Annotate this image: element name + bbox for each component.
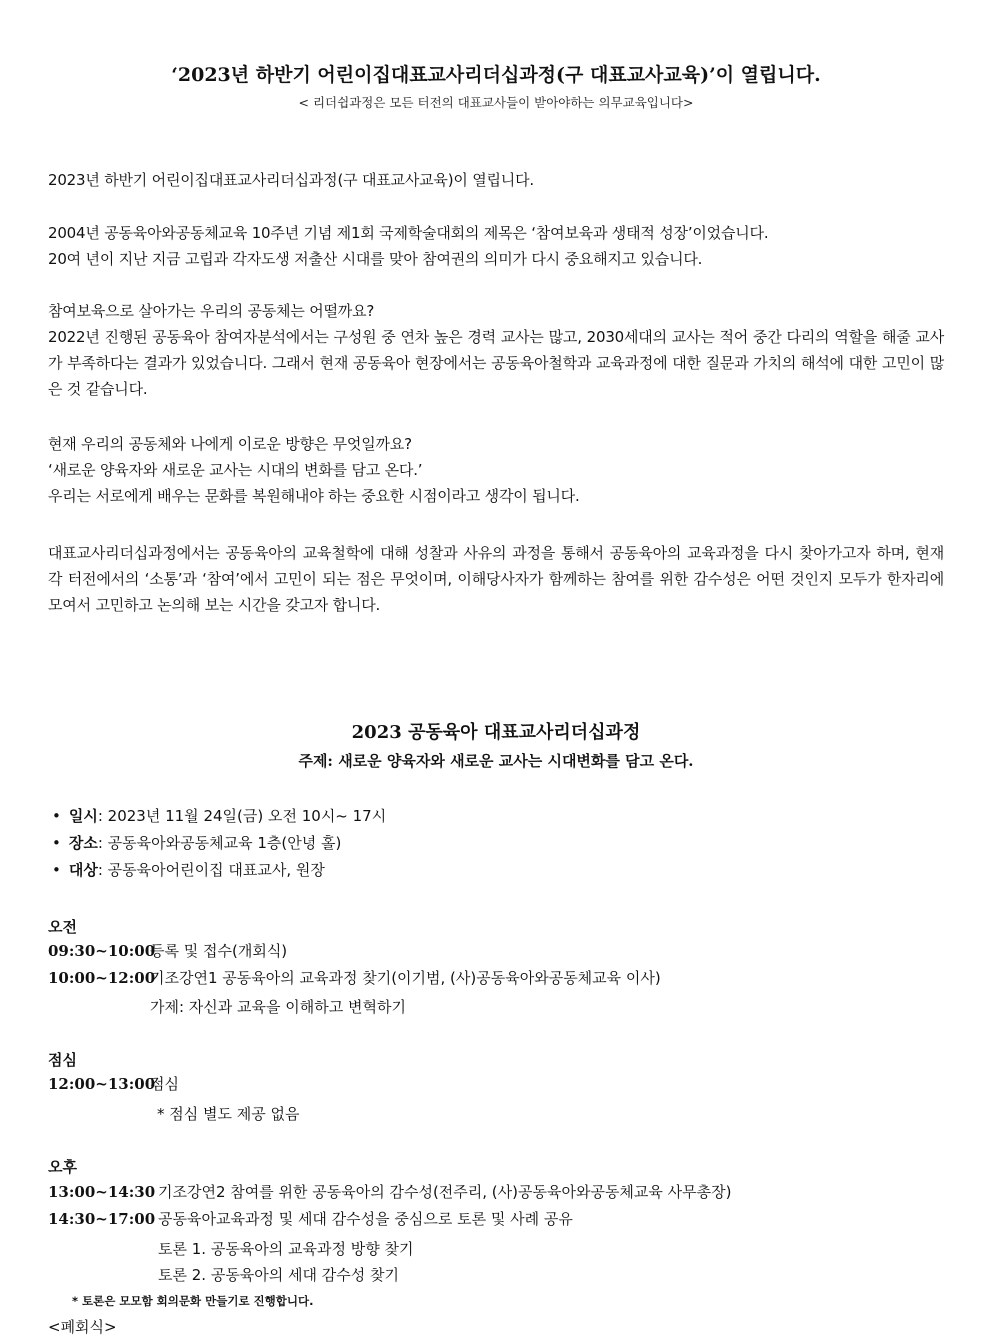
info-label: 일시 [68, 807, 98, 825]
info-item-date [52, 803, 932, 830]
schedule-time: 13:00~14:30 [48, 1183, 156, 1201]
closing-ceremony: <폐회식> [48, 1318, 117, 1336]
morning-heading: 오전 [48, 918, 77, 936]
intro-line: 참여보육으로 살아가는 우리의 공동체는 어떨까요? [48, 302, 375, 320]
lunch-note: * 점심 별도 제공 없음 [157, 1105, 300, 1123]
schedule-text: 공동육아교육과정 및 세대 감수성을 중심으로 토론 및 사례 공유 [158, 1210, 573, 1228]
program-title: 2023 공동육아 대표교사리더십과정 [351, 722, 641, 743]
info-item-place [52, 830, 932, 857]
info-label: 대상 [68, 861, 98, 879]
program-info-list [52, 803, 932, 884]
intro-line: 현재 우리의 공동체와 나에게 이로운 방향은 무엇일까요? [48, 435, 412, 453]
discussion-note: * 토론은 모모함 회의문화 만들기로 진행합니다. [72, 1294, 314, 1308]
discussion-topic-2: 토론 2. 공동육아의 세대 감수성 찾기 [158, 1266, 400, 1284]
intro-paragraph-3 [48, 298, 944, 402]
info-value: : 2023년 11월 24일(금) 오전 10시~ 17시 [97, 807, 387, 825]
schedule-time: 12:00~13:00 [48, 1075, 156, 1093]
lecture-subtitle: 가제: 자신과 교육을 이해하고 변혁하기 [150, 998, 406, 1016]
schedule-row [48, 1071, 179, 1097]
schedule-row [48, 965, 661, 991]
lunch-heading: 점심 [48, 1051, 77, 1069]
info-value: : 공동육아와공동체교육 1층(안녕 홀) [97, 834, 342, 852]
afternoon-heading: 오후 [48, 1158, 77, 1176]
schedule-row [48, 1179, 731, 1205]
intro-paragraph-2 [48, 220, 944, 272]
info-item-target [52, 857, 932, 884]
intro-paragraph-1 [48, 167, 944, 193]
intro-line: 20여 년이 지난 지금 고립과 각자도생 저출산 시대를 맞아 참여권의 의미가 다시 중요해지고 있습니다. [48, 250, 703, 268]
intro-line: 2022년 진행된 공동육아 참여자분석에서는 구성원 중 연차 높은 경력 교사는 많고, 2030세대의 교사는 적어 중간 다리의 역할을 해줄 교사가 부족하다는 결과가 있었습니다. 그래서 현재 공동육아 현장에서는 공동육아철학과 교육과정에 대한 질문과 가치의 해석에 대한 고민이 많은 것 같습니다. [48, 328, 944, 398]
schedule-time: 14:30~17:00 [48, 1210, 156, 1228]
schedule-time: 09:30~10:00 [48, 942, 156, 960]
schedule-text: 등록 및 접수(개회식) [150, 942, 288, 960]
intro-line: 대표교사리더십과정에서는 공동육아의 교육철학에 대해 성찰과 사유의 과정을 통해서 공동육아의 교육과정을 다시 찾아가고자 하며, 현재 각 터전에서의 ‘소통’과 ‘참여’에서 고민이 되는 점은 무엇이며, 이해당사자가 함께하는 참여를 위한 감수성은 어떤 것인지 모두가 한자리에 모여서 고민하고 논의해 보는 시간을 갖고자 합니다. [48, 544, 944, 614]
schedule-time: 10:00~12:00 [48, 969, 156, 987]
discussion-topic-1: 토론 1. 공동육아의 교육과정 방향 찾기 [158, 1240, 414, 1258]
schedule-text: 점심 [150, 1075, 179, 1093]
schedule-row [48, 938, 287, 964]
info-label: 장소 [68, 834, 98, 852]
schedule-text: 기조강연2 참여를 위한 공동육아의 감수성(전주리, (사)공동육아와공동체교육 사무총장) [158, 1183, 732, 1201]
intro-paragraph-5 [48, 540, 944, 618]
schedule-row [48, 1206, 573, 1232]
intro-line: 2004년 공동육아와공동체교육 10주년 기념 제1회 국제학술대회의 제목은 ‘참여보육과 생태적 성장’이었습니다. [48, 224, 769, 242]
intro-paragraph-4 [48, 431, 944, 509]
program-theme: 주제: 새로운 양육자와 새로운 교사는 시대변화를 담고 온다. [298, 752, 694, 770]
intro-line: 우리는 서로에게 배우는 문화를 복원해내야 하는 중요한 시점이라고 생각이 됩니다. [48, 487, 580, 505]
schedule-text: 기조강연1 공동육아의 교육과정 찾기(이기범, (사)공동육아와공동체교육 이사) [150, 969, 661, 987]
intro-line: 2023년 하반기 어린이집대표교사리더십과정(구 대표교사교육)이 열립니다. [48, 171, 534, 189]
intro-line: ‘새로운 양육자와 새로운 교사는 시대의 변화를 담고 온다.’ [48, 461, 423, 479]
page-title: ‘2023년 하반기 어린이집대표교사리더십과정(구 대표교사교육)’이 열립니다. [171, 64, 821, 86]
page-subtitle: < 리더쉽과정은 모든 터전의 대표교사들이 받아야하는 의무교육입니다> [298, 95, 694, 110]
info-value: : 공동육아어린이집 대표교사, 원장 [97, 861, 325, 879]
